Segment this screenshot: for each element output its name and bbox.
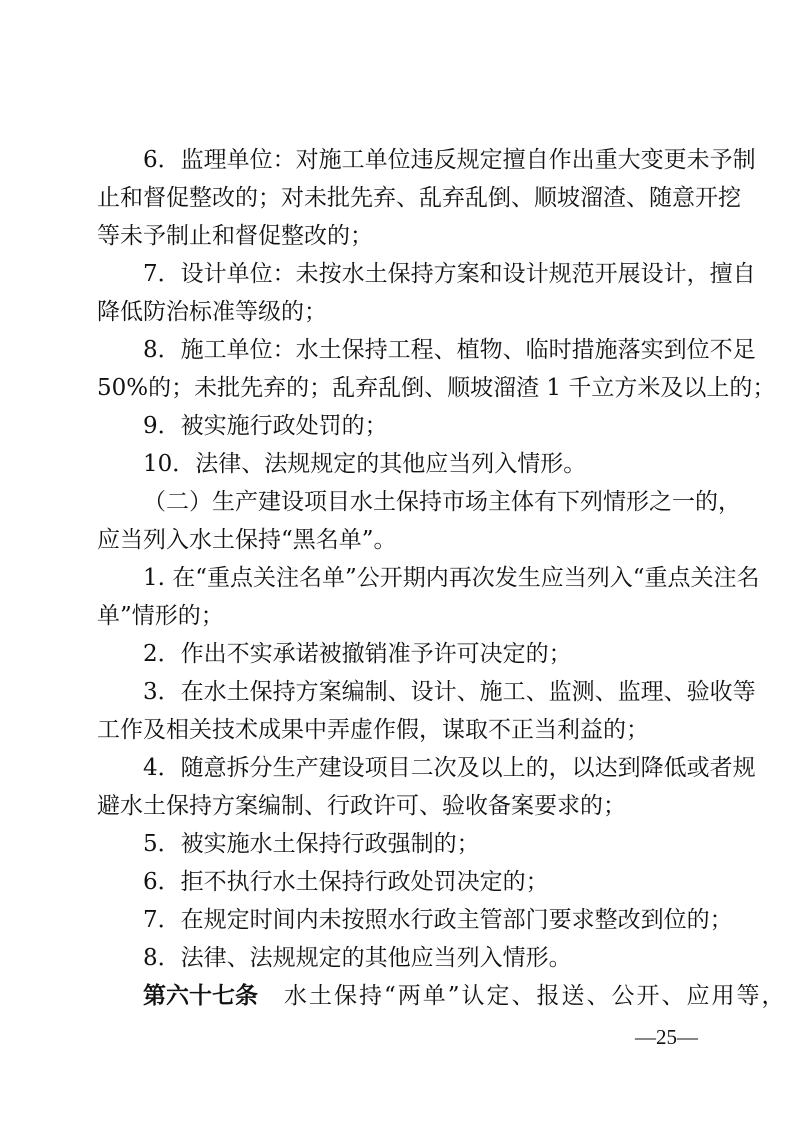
text-line: 避水土保持方案编制、行政许可、验收备案要求的； [97, 793, 626, 819]
text-line: 7．在规定时间内未按照水行政主管部门要求整改到位的； [143, 907, 733, 933]
text-line: 7．设计单位：未按水土保持方案和设计规范开展设计，擅自 [143, 261, 756, 287]
text-line: 8．法律、法规规定的其他应当列入情形。 [143, 945, 572, 971]
text-line: 等未予制止和督促整改的； [97, 223, 373, 249]
text-line: 6．监理单位：对施工单位违反规定擅自作出重大变更未予制 [143, 147, 756, 173]
page-number: —25— [635, 1025, 698, 1049]
text-line: 5．被实施水土保持行政强制的； [143, 831, 480, 857]
text-line: 8．施工单位：水土保持工程、植物、临时措施落实到位不足 [143, 337, 756, 363]
text-line: 9．被实施行政处罚的； [143, 413, 388, 439]
document-body [97, 141, 787, 1015]
text-line: 3．在水土保持方案编制、设计、施工、监测、监理、验收等 [143, 679, 756, 705]
text-line: 应当列入水土保持“黑名单”。 [97, 527, 397, 553]
text-line: 6．拒不执行水土保持行政处罚决定的； [143, 869, 549, 895]
text-line: 10．法律、法规规定的其他应当列入情形。 [143, 451, 587, 477]
text-line: 止和督促整改的；对未批先弃、乱弃乱倒、顺坡溜渣、随意开挖 [97, 185, 741, 211]
text-line: 工作及相关技术成果中弄虚作假，谋取不正当利益的； [97, 717, 649, 743]
text-line: 2．作出不实承诺被撤销准予许可决定的； [143, 641, 572, 667]
text-line: 降低防治标准等级的； [97, 299, 327, 325]
text-line: 4．随意拆分生产建设项目二次及以上的，以达到降低或者规 [143, 755, 756, 781]
article-text: 水土保持“两单”认定、报送、公开、应用等， [284, 983, 787, 1009]
text-line: 单”情形的； [97, 603, 224, 629]
article-heading: 第六十七条 [143, 983, 258, 1009]
text-line: 50%的；未批先弃的；乱弃乱倒、顺坡溜渣 1 千立方米及以上的； [97, 375, 776, 401]
text-line: 1. 在“重点关注名单”公开期内再次发生应当列入“重点关注名 [143, 565, 760, 591]
section-heading-line: （二）生产建设项目水土保持市场主体有下列情形之一的， [143, 489, 741, 515]
article-line [97, 977, 787, 1015]
